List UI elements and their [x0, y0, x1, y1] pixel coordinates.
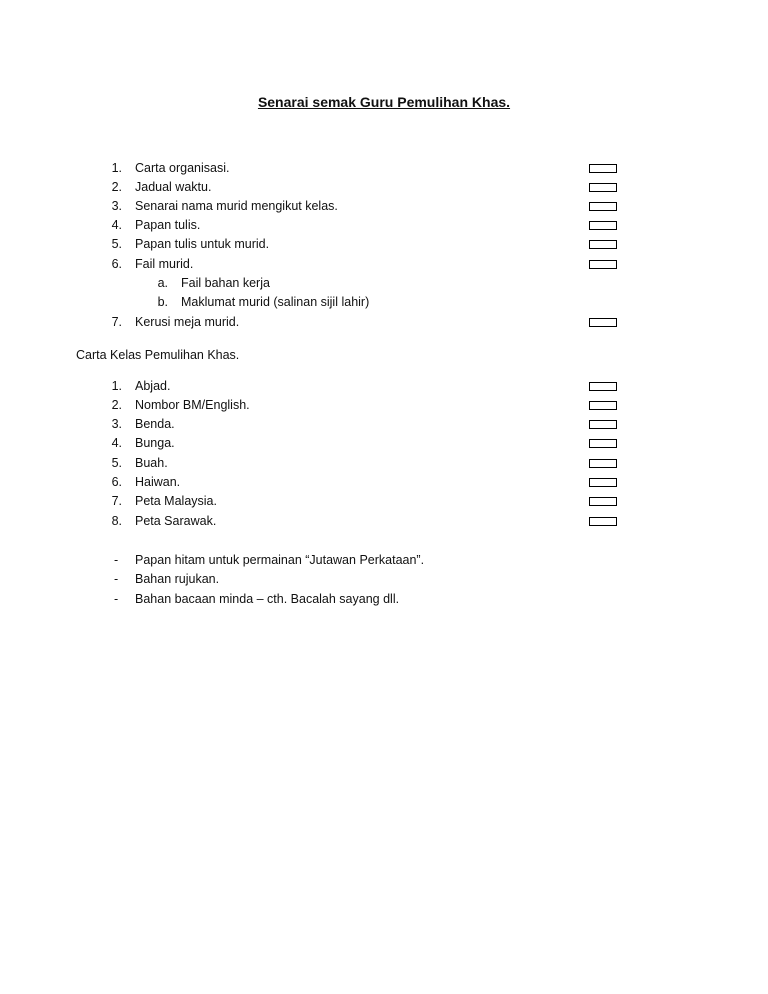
checkbox[interactable] [589, 318, 617, 327]
checkbox[interactable] [589, 517, 617, 526]
item-number: 6. [111, 475, 122, 489]
sub-item-letter: b. [157, 295, 168, 309]
item-text: Abjad. [135, 379, 171, 393]
page-title: Senarai semak Guru Pemulihan Khas. [257, 94, 511, 110]
checkbox[interactable] [589, 420, 617, 429]
item-text: Buah. [135, 456, 168, 470]
checkbox[interactable] [589, 164, 617, 173]
item-text: Jadual waktu. [135, 180, 212, 194]
bullet-text: Papan hitam untuk permainan “Jutawan Perkataan”. [135, 553, 425, 567]
checkbox[interactable] [589, 221, 617, 230]
bullet-item [90, 590, 690, 609]
item-text: Senarai nama murid mengikut kelas. [135, 199, 338, 213]
item-number: 4. [111, 436, 122, 450]
item-number: 1. [111, 161, 122, 175]
bullet-mark: - [114, 553, 119, 567]
item-text: Nombor BM/English. [135, 398, 250, 412]
item-text: Bunga. [135, 436, 175, 450]
item-text: Kerusi meja murid. [135, 315, 240, 329]
sub-item-text: Maklumat murid (salinan sijil lahir) [181, 295, 370, 309]
section-heading: Carta Kelas Pemulihan Khas. [76, 348, 240, 362]
checkbox[interactable] [589, 459, 617, 468]
sub-item-letter: a. [157, 276, 168, 290]
item-number: 1. [111, 379, 122, 393]
sub-list-item [140, 274, 640, 293]
checkbox[interactable] [589, 202, 617, 211]
item-number: 3. [111, 199, 122, 213]
item-text: Carta organisasi. [135, 161, 230, 175]
checkbox[interactable] [589, 183, 617, 192]
item-number: 5. [111, 237, 122, 251]
item-number: 2. [111, 180, 122, 194]
bullet-text: Bahan rujukan. [135, 572, 220, 586]
bullet-mark: - [114, 592, 119, 606]
item-number: 6. [111, 257, 122, 271]
item-text: Haiwan. [135, 475, 181, 489]
item-text: Peta Sarawak. [135, 514, 217, 528]
item-text: Peta Malaysia. [135, 494, 217, 508]
sub-item-text: Fail bahan kerja [181, 276, 270, 290]
item-text: Benda. [135, 417, 175, 431]
bullet-mark: - [114, 572, 119, 586]
checkbox[interactable] [589, 382, 617, 391]
checkbox[interactable] [589, 439, 617, 448]
item-text: Papan tulis untuk murid. [135, 237, 270, 251]
item-number: 7. [111, 315, 122, 329]
checkbox[interactable] [589, 401, 617, 410]
item-number: 8. [111, 514, 122, 528]
bullet-item [90, 570, 690, 589]
item-number: 7. [111, 494, 122, 508]
checkbox[interactable] [589, 240, 617, 249]
bullet-text: Bahan bacaan minda – cth. Bacalah sayang dll. [135, 592, 400, 606]
checkbox[interactable] [589, 497, 617, 506]
bullet-item [90, 551, 690, 570]
checkbox[interactable] [589, 478, 617, 487]
item-text: Papan tulis. [135, 218, 201, 232]
item-text: Fail murid. [135, 257, 194, 271]
item-number: 3. [111, 417, 122, 431]
sub-list-item [140, 293, 640, 312]
item-number: 4. [111, 218, 122, 232]
checkbox[interactable] [589, 260, 617, 269]
item-number: 5. [111, 456, 122, 470]
item-number: 2. [111, 398, 122, 412]
